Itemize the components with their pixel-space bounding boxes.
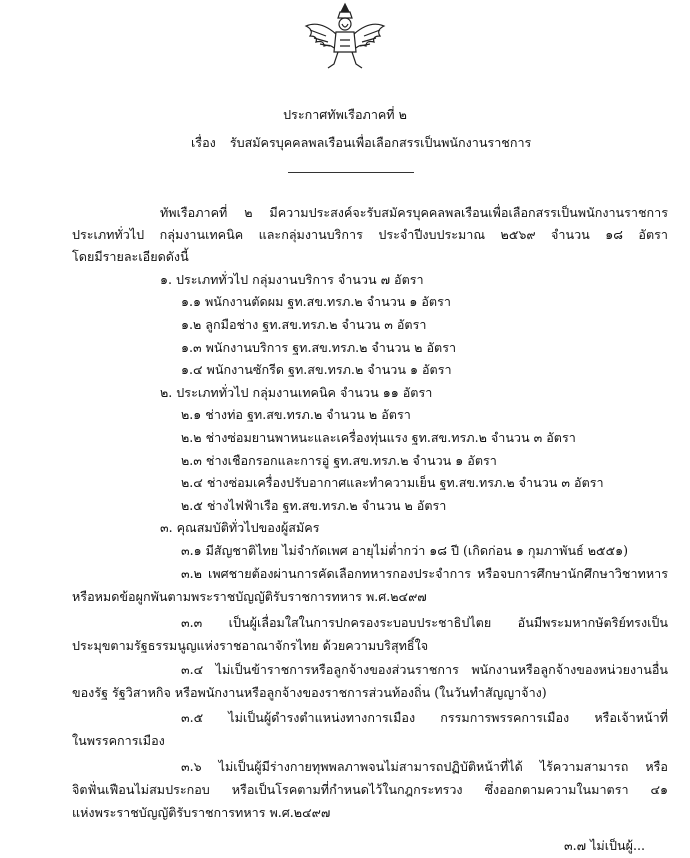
section-2-item-1: ๒.๑ ช่างท่อ ฐท.สข.ทรภ.๒ จำนวน ๒ อัตรา	[181, 407, 411, 422]
subject-text: รับสมัครบุคคลพลเรือนเพื่อเลือกสรรเป็นพนักงานราชการ	[229, 135, 532, 150]
title-divider	[288, 172, 414, 173]
garuda-emblem-icon	[300, 0, 390, 72]
section-3-item-2-cont: หรือหมดข้อผูกพันตามพระราชบัญญัติรับราชการทหาร พ.ศ.๒๔๙๗	[72, 589, 427, 604]
section-3-item-3: ๓.๓ เป็นผู้เลื่อมใสในการปกครองระบอบประชาธิปไตย อันมีพระมหากษัตริย์ทรงเป็น	[181, 615, 668, 630]
section-3-item-6: ๓.๖ ไม่เป็นผู้มีร่างกายทุพพลภาพจนไม่สามารถปฏิบัติหน้าที่ได้ ไร้ความสามารถ หรือ	[181, 759, 668, 774]
section-3-item-5-cont: ในพรรคการเมือง	[72, 733, 165, 748]
page-continuation: ๓.๗ ไม่เป็นผู้...	[564, 838, 646, 853]
section-3-item-3-cont: ประมุขตามรัฐธรรมนูญแห่งราชอาณาจักรไทย ด้วยความบริสุทธิ์ใจ	[72, 638, 429, 653]
section-2-heading: ๒. ประเภททั่วไป กลุ่มงานเทคนิค จำนวน ๑๑ อัตรา	[160, 385, 433, 400]
intro-line-1: ทัพเรือภาคที่ ๒ มีความประสงค์จะรับสมัครบุคคลพลเรือนเพื่อเลือกสรรเป็นพนักงานราชการ	[160, 205, 668, 220]
section-1-heading: ๑. ประเภททั่วไป กลุ่มงานบริการ จำนวน ๗ อัตรา	[160, 272, 424, 287]
subject-line	[191, 133, 531, 153]
section-1-item-3: ๑.๓ พนักงานบริการ ฐท.สข.ทรภ.๒ จำนวน ๒ อัตรา	[181, 340, 457, 355]
intro-line-2: ประเภททั่วไป กลุ่มงานเทคนิค และกลุ่มงานบริการ ประจำปีงบประมาณ ๒๕๖๙ จำนวน ๑๘ อัตรา	[72, 227, 668, 242]
section-2-item-4: ๒.๔ ช่างซ่อมเครื่องปรับอากาศและทำความเย็น ฐท.สข.ทรภ.๒ จำนวน ๓ อัตรา	[181, 475, 604, 490]
section-3-item-2: ๓.๒ เพศชายต้องผ่านการคัดเลือกทหารกองประจำการ หรือจบการศึกษานักศึกษาวิชาทหาร	[181, 566, 668, 581]
section-3-heading: ๓. คุณสมบัติทั่วไปของผู้สมัคร	[160, 520, 320, 535]
section-3-item-5: ๓.๕ ไม่เป็นผู้ดำรงตำแหน่งทางการเมือง กรรมการพรรคการเมือง หรือเจ้าหน้าที่	[181, 710, 668, 725]
section-1-item-1: ๑.๑ พนักงานตัดผม ฐท.สข.ทรภ.๒ จำนวน ๑ อัตรา	[181, 294, 451, 309]
subject-label: เรื่อง	[191, 135, 216, 150]
section-3-item-6-cont-2: แห่งพระราชบัญญัติรับราชการทหาร พ.ศ.๒๔๙๗	[72, 805, 331, 820]
section-2-item-5: ๒.๕ ช่างไฟฟ้าเรือ ฐท.สข.ทรภ.๒ จำนวน ๒ อัตรา	[181, 498, 447, 513]
section-3-item-4-cont: ของรัฐ รัฐวิสาหกิจ หรือพนักงานหรือลูกจ้างของราชการส่วนท้องถิ่น (ในวันทำสัญญาจ้าง)	[72, 685, 547, 700]
intro-line-3: โดยมีรายละเอียดดังนี้	[72, 249, 189, 264]
section-1-item-2: ๑.๒ ลูกมือช่าง ฐท.สข.ทรภ.๒ จำนวน ๓ อัตรา	[181, 317, 427, 332]
section-2-item-3: ๒.๓ ช่างเชือกรอกและการอู่ ฐท.สข.ทรภ.๒ จำนวน ๑ อัตรา	[181, 453, 497, 468]
section-3-item-4: ๓.๔ ไม่เป็นข้าราชการหรือลูกจ้างของส่วนราชการ พนักงานหรือลูกจ้างของหน่วยงานอื่น	[181, 662, 668, 677]
section-2-item-2: ๒.๒ ช่างซ่อมยานพาหนะและเครื่องทุ่นแรง ฐท.สข.ทรภ.๒ จำนวน ๓ อัตรา	[181, 430, 576, 445]
section-3-item-6-cont-1: จิตฟั่นเฟือนไม่สมประกอบ หรือเป็นโรคตามที่กำหนดไว้ในกฎกระทรวง ซึ่งออกตามความในมาตรา ๔๑	[72, 782, 668, 797]
section-3-item-1: ๓.๑ มีสัญชาติไทย ไม่จำกัดเพศ อายุไม่ต่ำกว่า ๑๘ ปี (เกิดก่อน ๑ กุมภาพันธ์ ๒๕๕๑)	[181, 543, 629, 558]
document-title: ประกาศทัพเรือภาคที่ ๒	[283, 107, 407, 122]
section-1-item-4: ๑.๔ พนักงานซักรีด ฐท.สข.ทรภ.๒ จำนวน ๑ อัตรา	[181, 362, 452, 377]
